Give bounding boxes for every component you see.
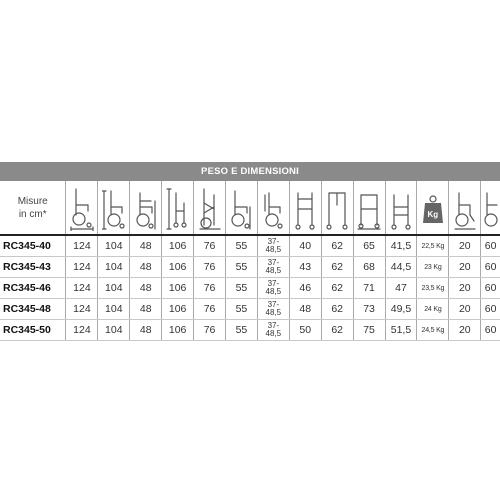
model-code: RC345-40 xyxy=(0,235,66,257)
model-code: RC345-43 xyxy=(0,257,66,278)
rear-wheel-diameter-icon xyxy=(481,181,500,235)
table-cell: 43 xyxy=(289,257,321,278)
table-cell: 60 xyxy=(481,257,500,278)
table-cell: 47 xyxy=(385,278,417,299)
table-cell: 104 xyxy=(98,235,130,257)
model-code: RC345-48 xyxy=(0,299,66,320)
table-cell: 40 xyxy=(289,235,321,257)
table-cell: 60 xyxy=(481,299,500,320)
wheelchair-armrest-height-icon xyxy=(130,181,162,235)
table-cell: 106 xyxy=(162,278,194,299)
table-cell: 124 xyxy=(66,299,98,320)
range-min: 37- xyxy=(267,257,280,267)
table-cell: 20 xyxy=(449,320,481,341)
table-cell: 62 xyxy=(321,320,353,341)
range-max: 48,5 xyxy=(265,287,282,296)
range-min: 37- xyxy=(267,278,280,288)
table-cell: 51,5 xyxy=(385,320,417,341)
table-cell: 46 xyxy=(289,278,321,299)
table-cell: 44,5 xyxy=(385,257,417,278)
model-code: RC345-50 xyxy=(0,320,66,341)
units-label-line2: in cm* xyxy=(18,208,47,220)
table-cell: 60 xyxy=(481,320,500,341)
table-cell: 76 xyxy=(194,278,226,299)
wheelchair-seat-height-icon xyxy=(225,181,257,235)
table-cell-range xyxy=(257,235,289,257)
table-cell: 73 xyxy=(353,299,385,320)
table-cell: 20 xyxy=(449,257,481,278)
wheelchair-backrest-height-icon xyxy=(257,181,289,235)
table-cell: 104 xyxy=(98,278,130,299)
table-cell: 55 xyxy=(225,299,257,320)
table-cell: 20 xyxy=(449,299,481,320)
wheelchair-folded-width-icon xyxy=(321,181,353,235)
weight-cell: 24,5 Kg xyxy=(417,320,449,341)
table-cell: 65 xyxy=(353,235,385,257)
table-row xyxy=(0,299,500,320)
table-cell: 41,5 xyxy=(385,235,417,257)
model-code: RC345-46 xyxy=(0,278,66,299)
table-cell: 55 xyxy=(225,235,257,257)
range-max: 48,5 xyxy=(265,245,282,254)
range-min: 37- xyxy=(267,236,280,246)
table-cell: 124 xyxy=(66,278,98,299)
wheelchair-folded-height-icon xyxy=(194,181,226,235)
table-cell-range xyxy=(257,320,289,341)
table-cell: 124 xyxy=(66,257,98,278)
table-cell: 48 xyxy=(130,257,162,278)
table-cell: 104 xyxy=(98,257,130,278)
seat-depth-icon xyxy=(385,181,417,235)
seat-width-icon xyxy=(289,181,321,235)
table-row xyxy=(0,235,500,257)
range-max: 48,5 xyxy=(265,329,282,338)
table-cell: 48 xyxy=(130,320,162,341)
table-cell: 48 xyxy=(289,299,321,320)
table-cell: 55 xyxy=(225,320,257,341)
range-max: 48,5 xyxy=(265,266,282,275)
section-title: PESO E DIMENSIONI xyxy=(201,166,299,177)
wheelchair-overall-width-icon xyxy=(353,181,385,235)
table-cell: 124 xyxy=(66,235,98,257)
table-cell: 62 xyxy=(321,235,353,257)
table-cell: 76 xyxy=(194,257,226,278)
table-cell: 76 xyxy=(194,299,226,320)
table-cell: 104 xyxy=(98,299,130,320)
weight-cell: 24 Kg xyxy=(417,299,449,320)
table-cell: 49,5 xyxy=(385,299,417,320)
table-cell: 106 xyxy=(162,257,194,278)
wheelchair-folded-length-icon xyxy=(162,181,194,235)
table-cell: 68 xyxy=(353,257,385,278)
weight-cell: 23,5 Kg xyxy=(417,278,449,299)
table-cell: 55 xyxy=(225,278,257,299)
table-cell: 76 xyxy=(194,235,226,257)
table-cell: 48 xyxy=(130,299,162,320)
range-min: 37- xyxy=(267,320,280,330)
table-cell: 62 xyxy=(321,257,353,278)
table-cell: 60 xyxy=(481,278,500,299)
weight-cell: 23 Kg xyxy=(417,257,449,278)
table-row xyxy=(0,320,500,341)
weight-kg-icon xyxy=(417,181,449,235)
table-cell: 106 xyxy=(162,320,194,341)
units-label-line1: Misure xyxy=(17,195,48,207)
table-cell: 62 xyxy=(321,299,353,320)
table-cell: 55 xyxy=(225,257,257,278)
weight-cell: 22,5 Kg xyxy=(417,235,449,257)
units-header xyxy=(0,181,66,235)
range-max: 48,5 xyxy=(265,308,282,317)
table-cell: 20 xyxy=(449,278,481,299)
wheelchair-footrest-length-icon xyxy=(449,181,481,235)
table-cell: 104 xyxy=(98,320,130,341)
table-row xyxy=(0,278,500,299)
section-banner xyxy=(0,162,500,181)
table-cell: 60 xyxy=(481,235,500,257)
table-cell: 124 xyxy=(66,320,98,341)
table-cell: 76 xyxy=(194,320,226,341)
table-cell: 106 xyxy=(162,299,194,320)
wheelchair-overall-height-icon xyxy=(98,181,130,235)
range-min: 37- xyxy=(267,299,280,309)
table-cell: 50 xyxy=(289,320,321,341)
table-cell-range xyxy=(257,278,289,299)
table-header-row xyxy=(0,181,500,235)
table-cell: 75 xyxy=(353,320,385,341)
table-row xyxy=(0,257,500,278)
table-cell-range xyxy=(257,299,289,320)
table-cell: 48 xyxy=(130,235,162,257)
table-cell-range xyxy=(257,257,289,278)
wheelchair-overall-length-icon xyxy=(66,181,98,235)
table-cell: 20 xyxy=(449,235,481,257)
table-cell: 62 xyxy=(321,278,353,299)
table-cell: 106 xyxy=(162,235,194,257)
table-cell: 48 xyxy=(130,278,162,299)
dimensions-table xyxy=(0,181,500,341)
table-cell: 71 xyxy=(353,278,385,299)
weight-icon-label: Kg xyxy=(427,209,439,219)
